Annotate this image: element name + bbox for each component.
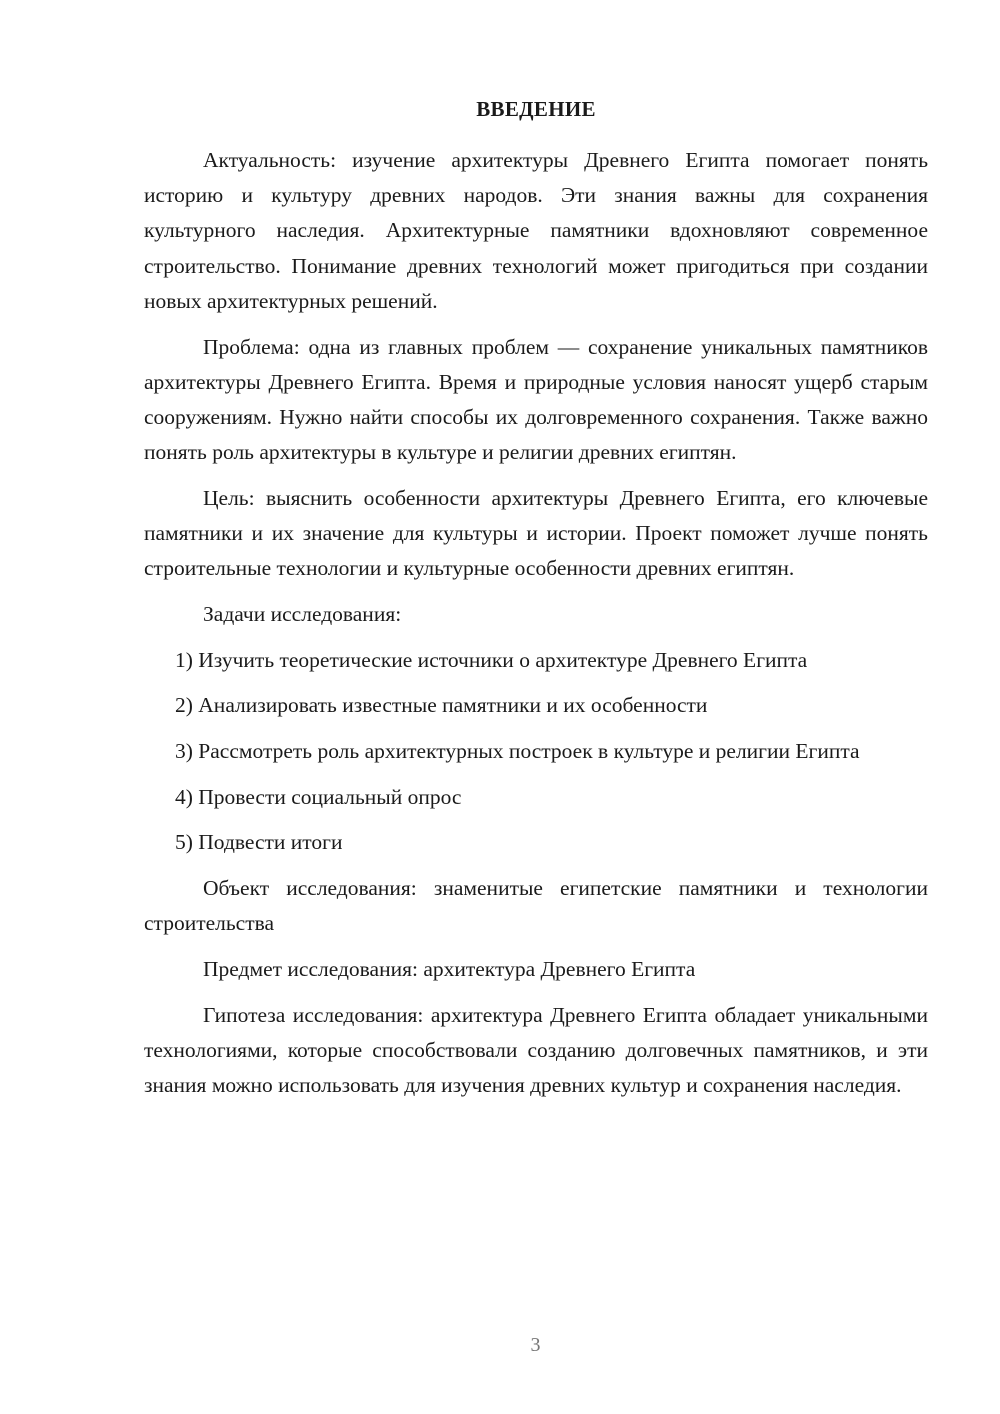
task-item: 3) Рассмотреть роль архитектурных построек в культуре и религии Египта [175, 739, 860, 764]
paragraph-actuality: Актуальность: изучение архитектуры Древнего Египта помогает понять историю и культуру древних народов. Эти знания важны для сохранения культурного наследия. Архитектурные памятники вдохновляют современное строительство. Понимание древних технологий может пригодиться при создании новых архитектурных решений. [144, 148, 928, 313]
paragraph-hypothesis: Гипотеза исследования: архитектура Древнего Египта обладает уникальными технологиями, которые способствовали созданию долговечных памятников, и эти знания можно использовать для изучения древних культур и сохранения наследия. [144, 1002, 928, 1098]
document-page [144, 92, 928, 1114]
tasks-heading: Задачи исследования: [203, 601, 402, 626]
section-title: ВВЕДЕНИЕ [476, 97, 596, 121]
paragraph-subject: Предмет исследования: архитектура Древнего Египта [203, 957, 696, 982]
task-item: 1) Изучить теоретические источники о архитектуре Древнего Египта [175, 647, 808, 672]
tasks-list [144, 643, 928, 861]
paragraph-goal: Цель: выяснить особенности архитектуры Древнего Египта, его ключевые памятники и их значение для культуры и истории. Проект поможет лучше понять строительные технологии и культурные особенности древних египтян. [144, 485, 928, 581]
task-item: 4) Провести социальный опрос [175, 784, 462, 809]
paragraph-object: Объект исследования: знаменитые египетские памятники и технологии строительства [144, 876, 928, 936]
paragraph-problem: Проблема: одна из главных проблем — сохранение уникальных памятников архитектуры Древнего Египта. Время и природные условия наносят ущерб старым сооружениям. Нужно найти способы их долговременного сохранения. Также важно понять роль архитектуры в культуре и религии древних египтян. [144, 334, 928, 465]
page-number: 3 [530, 1334, 541, 1356]
task-item: 2) Анализировать известные памятники и их особенности [175, 693, 708, 718]
task-item: 5) Подвести итоги [175, 830, 343, 855]
